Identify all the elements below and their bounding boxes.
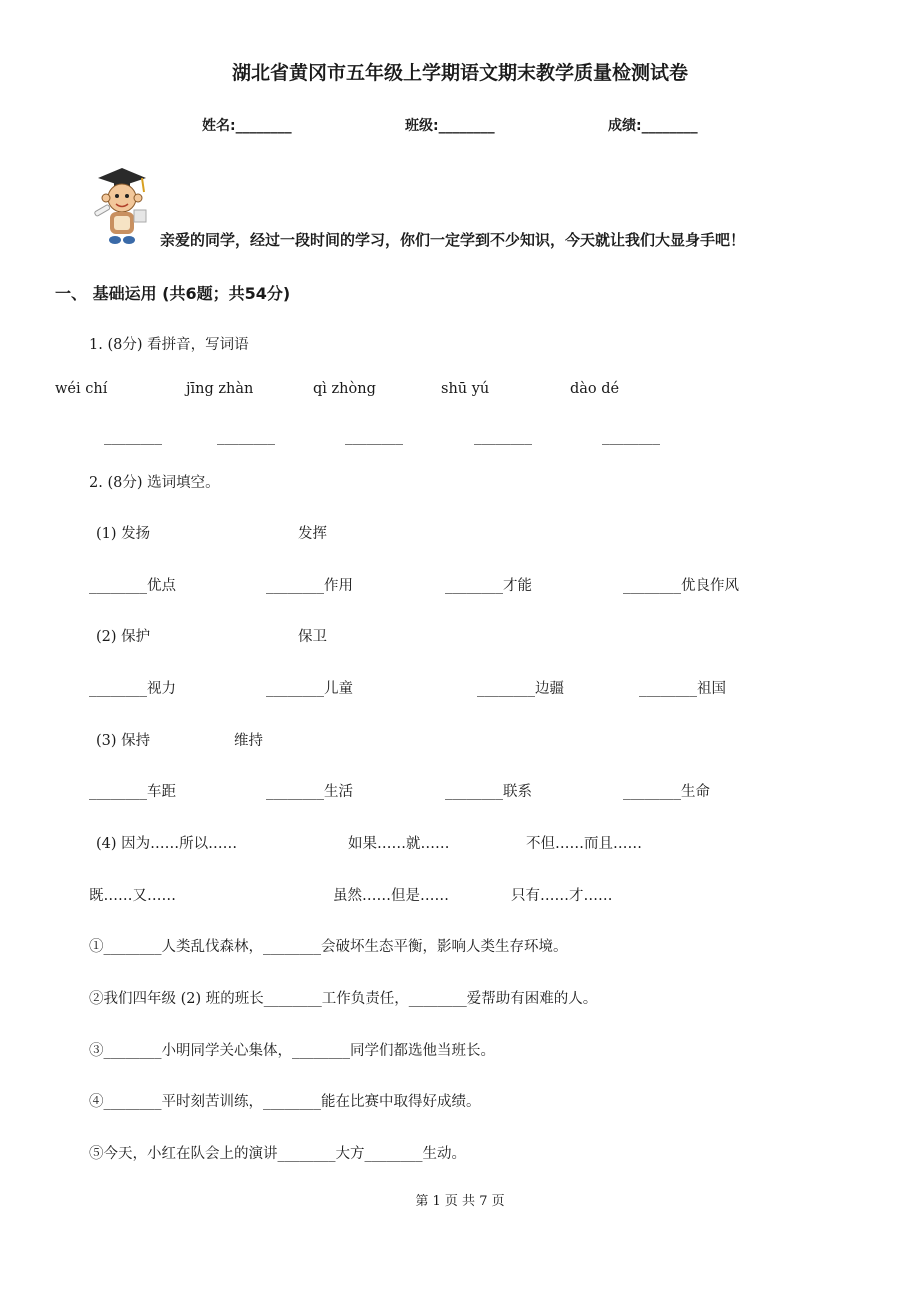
pinyin-4: shū yú [441, 381, 490, 397]
q2-group1-label: (1) 发扬 [96, 526, 151, 542]
pinyin-1: wéi chí [55, 381, 108, 397]
class-field: 班级:________ [405, 118, 495, 134]
mascot-graduate-image [84, 160, 154, 250]
q2-group4-word6: 只有……才…… [511, 888, 613, 904]
q2-group3-word2: 维持 [234, 733, 263, 749]
pinyin-2: jīng zhàn [186, 381, 254, 397]
q2-sentence-5[interactable]: ⑤今天，小红在队会上的演讲________大方________生动。 [89, 1146, 466, 1162]
q2-group4-word5: 虽然……但是…… [333, 888, 449, 904]
q2-group3-label: (3) 保持 [96, 733, 151, 749]
answer-blank-2[interactable]: ________ [217, 429, 275, 445]
q2-g1-item-2[interactable]: ________作用 [266, 578, 353, 594]
greeting-text: 亲爱的同学，经过一段时间的学习，你们一定学到不少知识，今天就让我们大显身手吧！ [160, 231, 746, 249]
name-field: 姓名:________ [202, 118, 292, 134]
q2-g1-item-3[interactable]: ________才能 [445, 578, 532, 594]
answer-blank-3[interactable]: ________ [345, 429, 403, 445]
q2-group2-word2: 保卫 [298, 629, 327, 645]
q2-g2-item-1[interactable]: ________视力 [89, 681, 176, 697]
q2-group2-label: (2) 保护 [96, 629, 151, 645]
q2-g2-item-2[interactable]: ________儿童 [266, 681, 353, 697]
q2-g3-item-1[interactable]: ________车距 [89, 784, 176, 800]
q2-g1-item-1[interactable]: ________优点 [89, 578, 176, 594]
pinyin-3: qì zhòng [313, 381, 376, 397]
page-footer: 第 1 页 共 7 页 [415, 1194, 505, 1209]
answer-blank-1[interactable]: ________ [104, 429, 162, 445]
score-field: 成绩:________ [608, 118, 698, 134]
q2-sentence-2[interactable]: ②我们四年级 (2) 班的班长________工作负责任，________爱帮助有困难的人。 [89, 991, 598, 1007]
q2-g3-item-4[interactable]: ________生命 [623, 784, 710, 800]
q2-group4-label: (4) 因为……所以…… [96, 836, 238, 852]
q2-sentence-3[interactable]: ③________小明同学关心集体，________同学们都选他当班长。 [89, 1043, 495, 1059]
q2-g2-item-4[interactable]: ________祖国 [639, 681, 726, 697]
q2-g2-item-3[interactable]: ________边疆 [477, 681, 564, 697]
q1-title: 1. (8分) 看拼音，写词语 [89, 337, 249, 353]
answer-blank-4[interactable]: ________ [474, 429, 532, 445]
q2-g3-item-3[interactable]: ________联系 [445, 784, 532, 800]
q2-g3-item-2[interactable]: ________生活 [266, 784, 353, 800]
q2-title: 2. (8分) 选词填空。 [89, 475, 220, 491]
q2-group4-word4: 既……又…… [89, 888, 176, 904]
q2-group4-word3: 不但……而且…… [526, 836, 642, 852]
page-title: 湖北省黄冈市五年级上学期语文期末教学质量检测试卷 [231, 62, 688, 84]
q2-group1-word2: 发挥 [298, 526, 327, 542]
section-1-heading: 一、 基础运用 (共6题；共54分) [55, 284, 291, 303]
q2-g1-item-4[interactable]: ________优良作风 [623, 578, 739, 594]
answer-blank-5[interactable]: ________ [602, 429, 660, 445]
pinyin-5: dào dé [570, 381, 620, 397]
q2-sentence-1[interactable]: ①________人类乱伐森林，________会破坏生态平衡，影响人类生存环境。 [89, 939, 568, 955]
q2-sentence-4[interactable]: ④________平时刻苦训练，________能在比赛中取得好成绩。 [89, 1094, 481, 1110]
q2-group4-word2: 如果……就…… [348, 836, 450, 852]
